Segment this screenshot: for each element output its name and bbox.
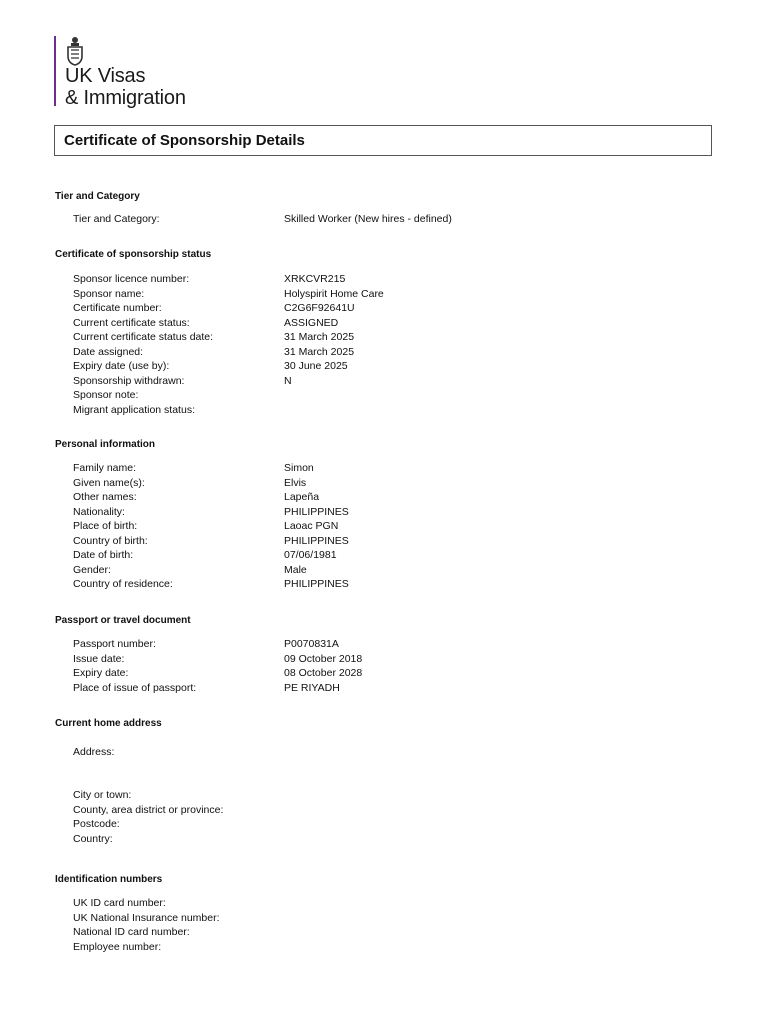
field-row — [0, 789, 768, 803]
field-value: P0070831A — [284, 638, 339, 650]
field-row — [0, 213, 768, 227]
field-value: Skilled Worker (New hires - defined) — [284, 213, 452, 225]
field-row — [0, 682, 768, 696]
field-row — [0, 578, 768, 592]
field-label: Date assigned: — [73, 345, 144, 358]
field-value: Male — [284, 563, 307, 576]
field-label: Postcode: — [73, 818, 120, 830]
ukvi-logo — [54, 36, 186, 109]
field-value: 31 March 2025 — [284, 331, 355, 343]
field-label: Gender: — [73, 563, 111, 576]
field-row — [0, 653, 768, 667]
field-row — [0, 549, 768, 563]
field-label: Given name(s): — [73, 476, 145, 489]
section-heading: Passport or travel document — [55, 615, 191, 626]
field-row — [0, 897, 768, 911]
field-label: Date of birth: — [73, 549, 134, 561]
field-label: County, area district or province: — [73, 803, 224, 816]
field-row — [0, 360, 768, 374]
field-label: Other names: — [73, 491, 137, 503]
field-value: PHILIPPINES — [284, 534, 349, 547]
field-row — [0, 818, 768, 832]
field-label: Migrant application status: — [73, 403, 195, 416]
field-value: ASSIGNED — [284, 316, 339, 329]
field-row — [0, 302, 768, 316]
field-value: PHILIPPINES — [284, 505, 349, 518]
field-row — [0, 346, 768, 360]
field-label: City or town: — [73, 789, 132, 801]
field-row — [0, 638, 768, 652]
field-value: 09 October 2018 — [284, 652, 363, 665]
field-row — [0, 912, 768, 926]
field-label: Place of issue of passport: — [73, 681, 197, 694]
field-row — [0, 331, 768, 345]
field-value: Lapeña — [284, 491, 320, 503]
field-value: 08 October 2028 — [284, 667, 363, 679]
field-row — [0, 520, 768, 534]
section-heading: Certificate of sponsorship status — [55, 249, 212, 260]
section-heading: Identification numbers — [55, 874, 163, 885]
field-label: Current certificate status date: — [73, 331, 214, 343]
field-label: Country: — [73, 832, 113, 845]
field-row — [0, 564, 768, 578]
field-row — [0, 404, 768, 418]
field-row — [0, 804, 768, 818]
field-label: UK ID card number: — [73, 897, 166, 909]
field-row — [0, 317, 768, 331]
field-row — [0, 389, 768, 403]
field-value: N — [284, 374, 292, 387]
field-row — [0, 462, 768, 476]
field-value: PE RIYADH — [284, 681, 340, 694]
field-label: Passport number: — [73, 638, 156, 650]
section-heading: Personal information — [55, 439, 156, 450]
field-label: National ID card number: — [73, 926, 190, 938]
document-title: Certificate of Sponsorship Details — [64, 132, 305, 149]
field-row — [0, 926, 768, 940]
field-row — [0, 506, 768, 520]
field-label: Address: — [73, 746, 115, 758]
field-row — [0, 833, 768, 847]
field-row — [0, 746, 768, 760]
field-label: UK National Insurance number: — [73, 911, 220, 924]
field-value: Elvis — [284, 476, 307, 489]
field-row — [0, 941, 768, 955]
logo-text-line1: UK Visas — [65, 65, 146, 87]
field-label: Country of residence: — [73, 578, 173, 590]
field-label: Nationality: — [73, 505, 125, 518]
field-label: Expiry date: — [73, 667, 129, 679]
field-row — [0, 491, 768, 505]
field-label: Expiry date (use by): — [73, 360, 170, 372]
field-row — [0, 375, 768, 389]
field-label: Tier and Category: — [73, 213, 160, 225]
field-row — [0, 535, 768, 549]
field-value: Laoac PGN — [284, 520, 339, 532]
field-label: Place of birth: — [73, 520, 138, 532]
logo-text-line2: & Immigration — [65, 87, 186, 109]
royal-crest-icon — [65, 36, 85, 66]
field-value: 31 March 2025 — [284, 345, 355, 358]
field-label: Family name: — [73, 462, 137, 474]
field-label: Current certificate status: — [73, 316, 190, 329]
field-label: Sponsor note: — [73, 389, 139, 401]
field-label: Employee number: — [73, 940, 162, 953]
field-value: Simon — [284, 462, 314, 474]
field-row — [0, 288, 768, 302]
field-label: Sponsorship withdrawn: — [73, 374, 185, 387]
section-heading: Tier and Category — [55, 191, 140, 202]
field-label: Sponsor name: — [73, 287, 145, 300]
field-row — [0, 273, 768, 287]
field-label: Country of birth: — [73, 534, 148, 547]
field-value: 30 June 2025 — [284, 360, 348, 372]
document-title-box — [54, 125, 712, 156]
field-row — [0, 477, 768, 491]
field-value: XRKCVR215 — [284, 273, 346, 285]
field-value: PHILIPPINES — [284, 578, 349, 590]
field-label: Issue date: — [73, 652, 125, 665]
field-label: Certificate number: — [73, 302, 162, 314]
field-value: C2G6F92641U — [284, 302, 355, 314]
field-value: 07/06/1981 — [284, 549, 337, 561]
section-heading: Current home address — [55, 718, 162, 729]
field-label: Sponsor licence number: — [73, 273, 190, 285]
field-row — [0, 667, 768, 681]
field-value: Holyspirit Home Care — [284, 287, 384, 300]
